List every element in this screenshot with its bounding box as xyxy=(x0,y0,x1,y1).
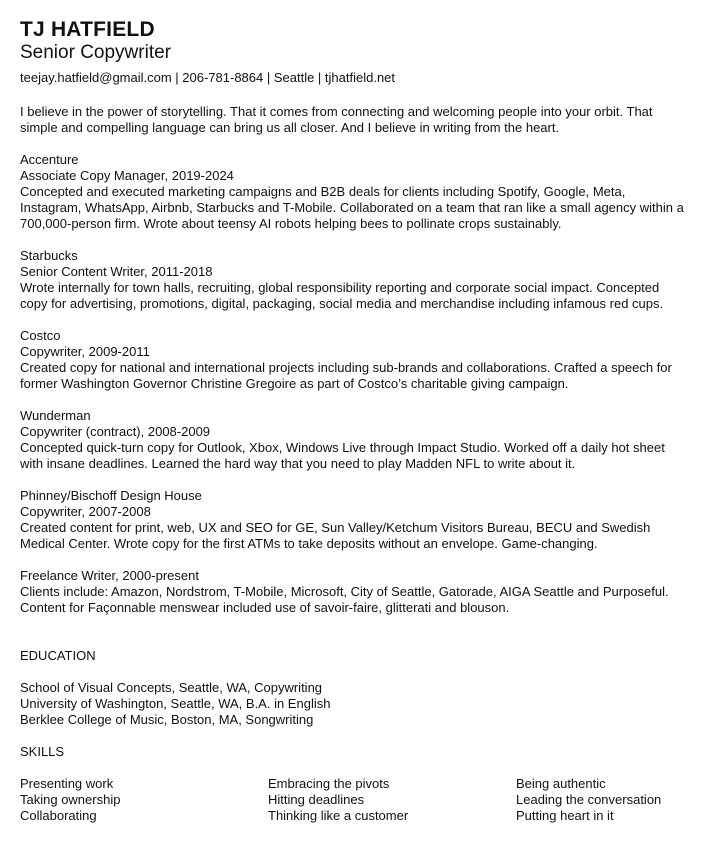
skill-item: Embracing the pivots xyxy=(268,776,390,791)
job-description: Wrote internally for town halls, recruiting, global responsibility reporting and corporate social impact. Concepted copy for advertising, promotions, digital, packaging, social media and merchandise including infamous red cups. xyxy=(20,280,664,311)
skill-item: Taking ownership xyxy=(20,792,121,807)
skill-item: Leading the conversation xyxy=(516,792,662,807)
contact-line: teejay.hatfield@gmail.com | 206-781-8864 | Seattle | tjhatfield.net xyxy=(20,70,396,85)
job-description: Clients include: Amazon, Nordstrom, T-Mobile, Microsoft, City of Seattle, Gatorade, AIGA Seattle and Purposeful. Content for Façonnable menswear included use of savoir-faire, glitterati and blouson. xyxy=(20,584,669,615)
job-entry-wunderman xyxy=(20,408,688,472)
job-role: Copywriter, 2007-2008 xyxy=(20,504,151,519)
job-role: Copywriter (contract), 2008-2009 xyxy=(20,424,211,439)
education-item: School of Visual Concepts, Seattle, WA, Copywriting xyxy=(20,680,323,695)
summary-paragraph: I believe in the power of storytelling. That it comes from connecting and welcoming people into your orbit. That simple and compelling language can bring us all closer. And I believe in writing from the heart. xyxy=(20,104,653,135)
job-company: Accenture xyxy=(20,152,79,167)
skills-column xyxy=(268,776,516,824)
job-description: Created content for print, web, UX and SEO for GE, Sun Valley/Ketchum Visitors Bureau, BECU and Swedish Medical Center. Wrote copy for the first ATMs to take deposits without an envelope. Game-changing. xyxy=(20,520,651,551)
job-entry-accenture xyxy=(20,152,688,232)
education-heading: EDUCATION xyxy=(20,648,96,663)
job-entry-costco xyxy=(20,328,688,392)
job-role: Freelance Writer, 2000-present xyxy=(20,568,199,583)
job-role: Associate Copy Manager, 2019-2024 xyxy=(20,168,234,183)
skill-item: Hitting deadlines xyxy=(268,792,365,807)
job-company: Wunderman xyxy=(20,408,91,423)
candidate-title: Senior Copywriter xyxy=(20,42,171,63)
education-item: University of Washington, Seattle, WA, B.A. in English xyxy=(20,696,331,711)
job-description: Concepted and executed marketing campaigns and B2B deals for clients including Spotify, Google, Meta, Instagram, WhatsApp, Airbnb, Starbucks and T-Mobile. Collaborated on a team that ran like a small agency within a 700,000-person firm. Wrote about teensy AI robots helping bees to pollinate crops sustainably. xyxy=(20,184,684,231)
job-company: Starbucks xyxy=(20,248,78,263)
job-entry-starbucks xyxy=(20,248,688,312)
skills-heading: SKILLS xyxy=(20,744,65,759)
skills-column xyxy=(516,776,688,824)
skill-item: Being authentic xyxy=(516,776,606,791)
job-entry-freelance xyxy=(20,568,688,616)
skill-item: Collaborating xyxy=(20,808,97,823)
job-company: Costco xyxy=(20,328,61,343)
education-item: Berklee College of Music, Boston, MA, Songwriting xyxy=(20,712,314,727)
skill-item: Presenting work xyxy=(20,776,114,791)
job-entry-phinney-bischoff xyxy=(20,488,688,552)
job-company: Phinney/Bischoff Design House xyxy=(20,488,202,503)
skill-item: Putting heart in it xyxy=(516,808,614,823)
skills-column xyxy=(20,776,268,824)
job-description: Concepted quick-turn copy for Outlook, Xbox, Windows Live through Impact Studio. Worked off a daily hot sheet with insane deadlines. Learned the hard way that you need to play Madden NFL to write about it. xyxy=(20,440,665,471)
skill-item: Thinking like a customer xyxy=(268,808,409,823)
skills-grid xyxy=(20,776,688,824)
job-description: Created copy for national and international projects including sub-brands and collaborations. Crafted a speech for former Washington Governor Christine Gregoire as part of Costco’s charitable giving campaign. xyxy=(20,360,672,391)
candidate-name: TJ HATFIELD xyxy=(20,18,155,41)
job-role: Copywriter, 2009-2011 xyxy=(20,344,150,359)
job-role: Senior Content Writer, 2011-2018 xyxy=(20,264,213,279)
education-list xyxy=(20,680,688,728)
